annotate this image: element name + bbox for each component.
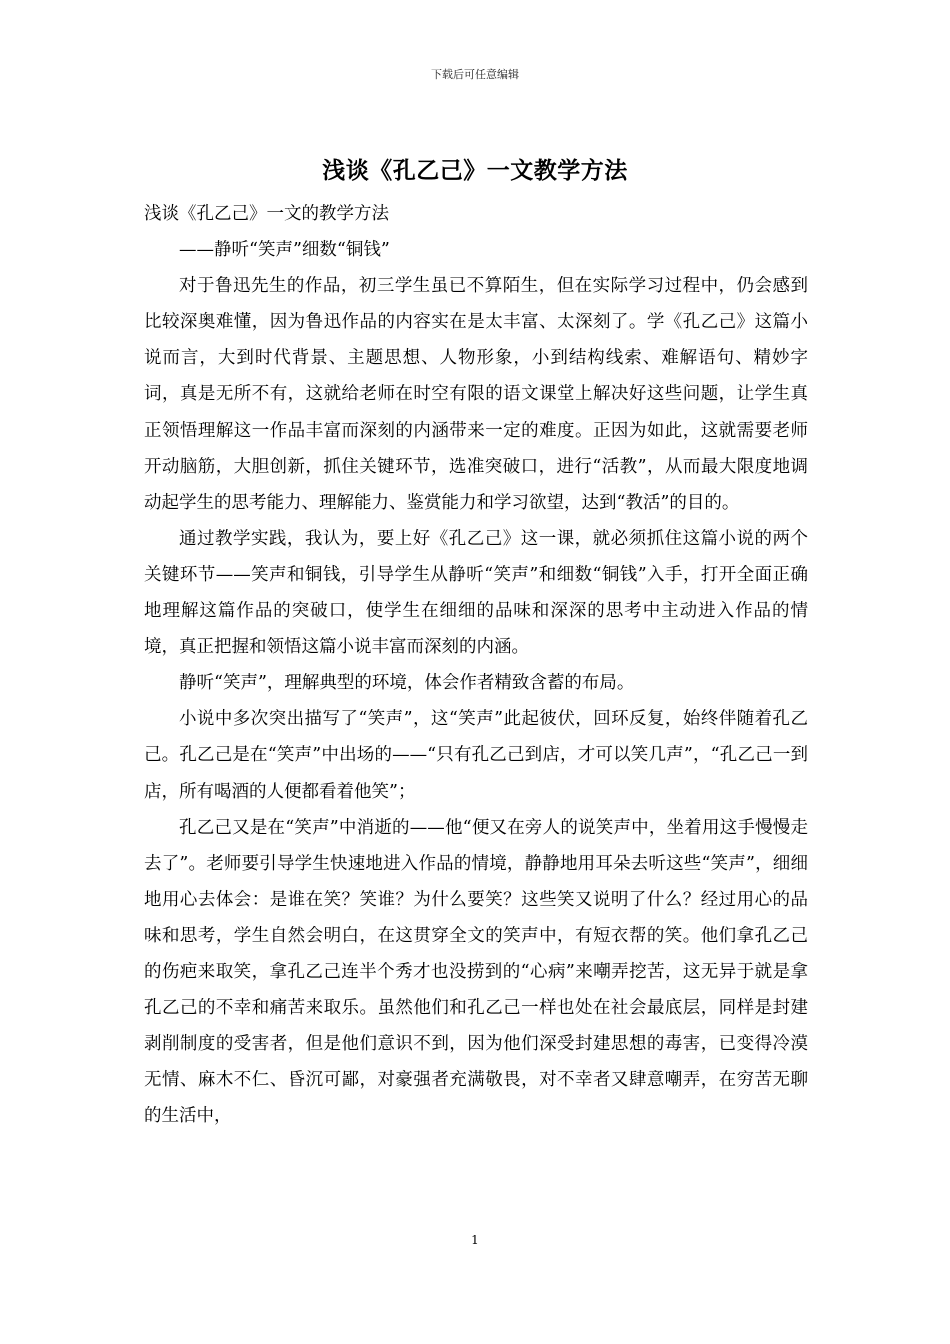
subtitle: 浅谈《孔乙己》一文的教学方法 [144,204,389,224]
document-title: 浅谈《孔乙己》一文教学方法 [322,157,628,184]
section-heading: 静听“笑声”，理解典型的环境，体会作者精致含蓄的布局。 [179,673,635,694]
page-number: 1 [471,1233,479,1247]
paragraph: 对于鲁迅先生的作品，初三学生虽已不算陌生，但在实际学习过程中，仍会感到比较深奥难懂，因为鲁迅作品的内容实在是太丰富、太深刻了。学《孔乙己》这篇小说而言，大到时代背景、主题思想、人物形象，小到结构线索、难解语句、精妙字词，真是无所不有，这就给老师在时空有限的语文课堂上解决好这些问题，让学生真正领悟理解这一作品丰富而深刻的内涵带来一定的难度。正因为如此，这就需要老师开动脑筋，大胆创新，抓住关键环节，选准突破口，进行“活教”，从而最大限度地调动起学生的思考能力、理解能力、鉴赏能力和学习欲望，达到“教活”的目的。 [144,276,808,513]
subheading: ——静听“笑声”细数“铜钱” [179,240,390,261]
paragraph: 小说中多次突出描写了“笑声”，这“笑声”此起彼伏，回环反复，始终伴随着孔乙己。孔乙己是在“笑声”中出场的——“只有孔乙己到店，才可以笑几声”，“孔乙己一到店，所有喝酒的人便都看着他笑”； [144,709,808,802]
document-body [144,196,808,1134]
paragraph: 通过教学实践，我认为，要上好《孔乙己》这一课，就必须抓住这篇小说的两个关键环节——笑声和铜钱，引导学生从静听“笑声”和细数“铜钱”入手，打开全面正确地理解这篇作品的突破口，使学生在细细的品味和深深的思考中主动进入作品的情境，真正把握和领悟这篇小说丰富而深刻的内涵。 [144,528,808,658]
header-note: 下载后可任意编辑 [431,68,519,81]
paragraph: 孔乙己又是在“笑声”中消逝的——他“便又在旁人的说笑声中，坐着用这手慢慢走去了”。老师要引导学生快速地进入作品的情境，静静地用耳朵去听这些“笑声”，细细地用心去体会：是谁在笑？笑谁？为什么要笑？这些笑又说明了什么？经过用心的品味和思考，学生自然会明白，在这贯穿全文的笑声中，有短衣帮的笑。他们拿孔乙己的伤疤来取笑，拿孔乙己连半个秀才也没捞到的“心病”来嘲弄挖苦，这无异于就是拿孔乙己的不幸和痛苦来取乐。虽然他们和孔乙己一样也处在社会最底层，同样是封建剥削制度的受害者，但是他们意识不到，因为他们深受封建思想的毒害，已变得冷漠无情、麻木不仁、昏沉可鄙，对豪强者充满敬畏，对不幸者又肆意嘲弄，在穷苦无聊的生活中， [144,817,808,1127]
